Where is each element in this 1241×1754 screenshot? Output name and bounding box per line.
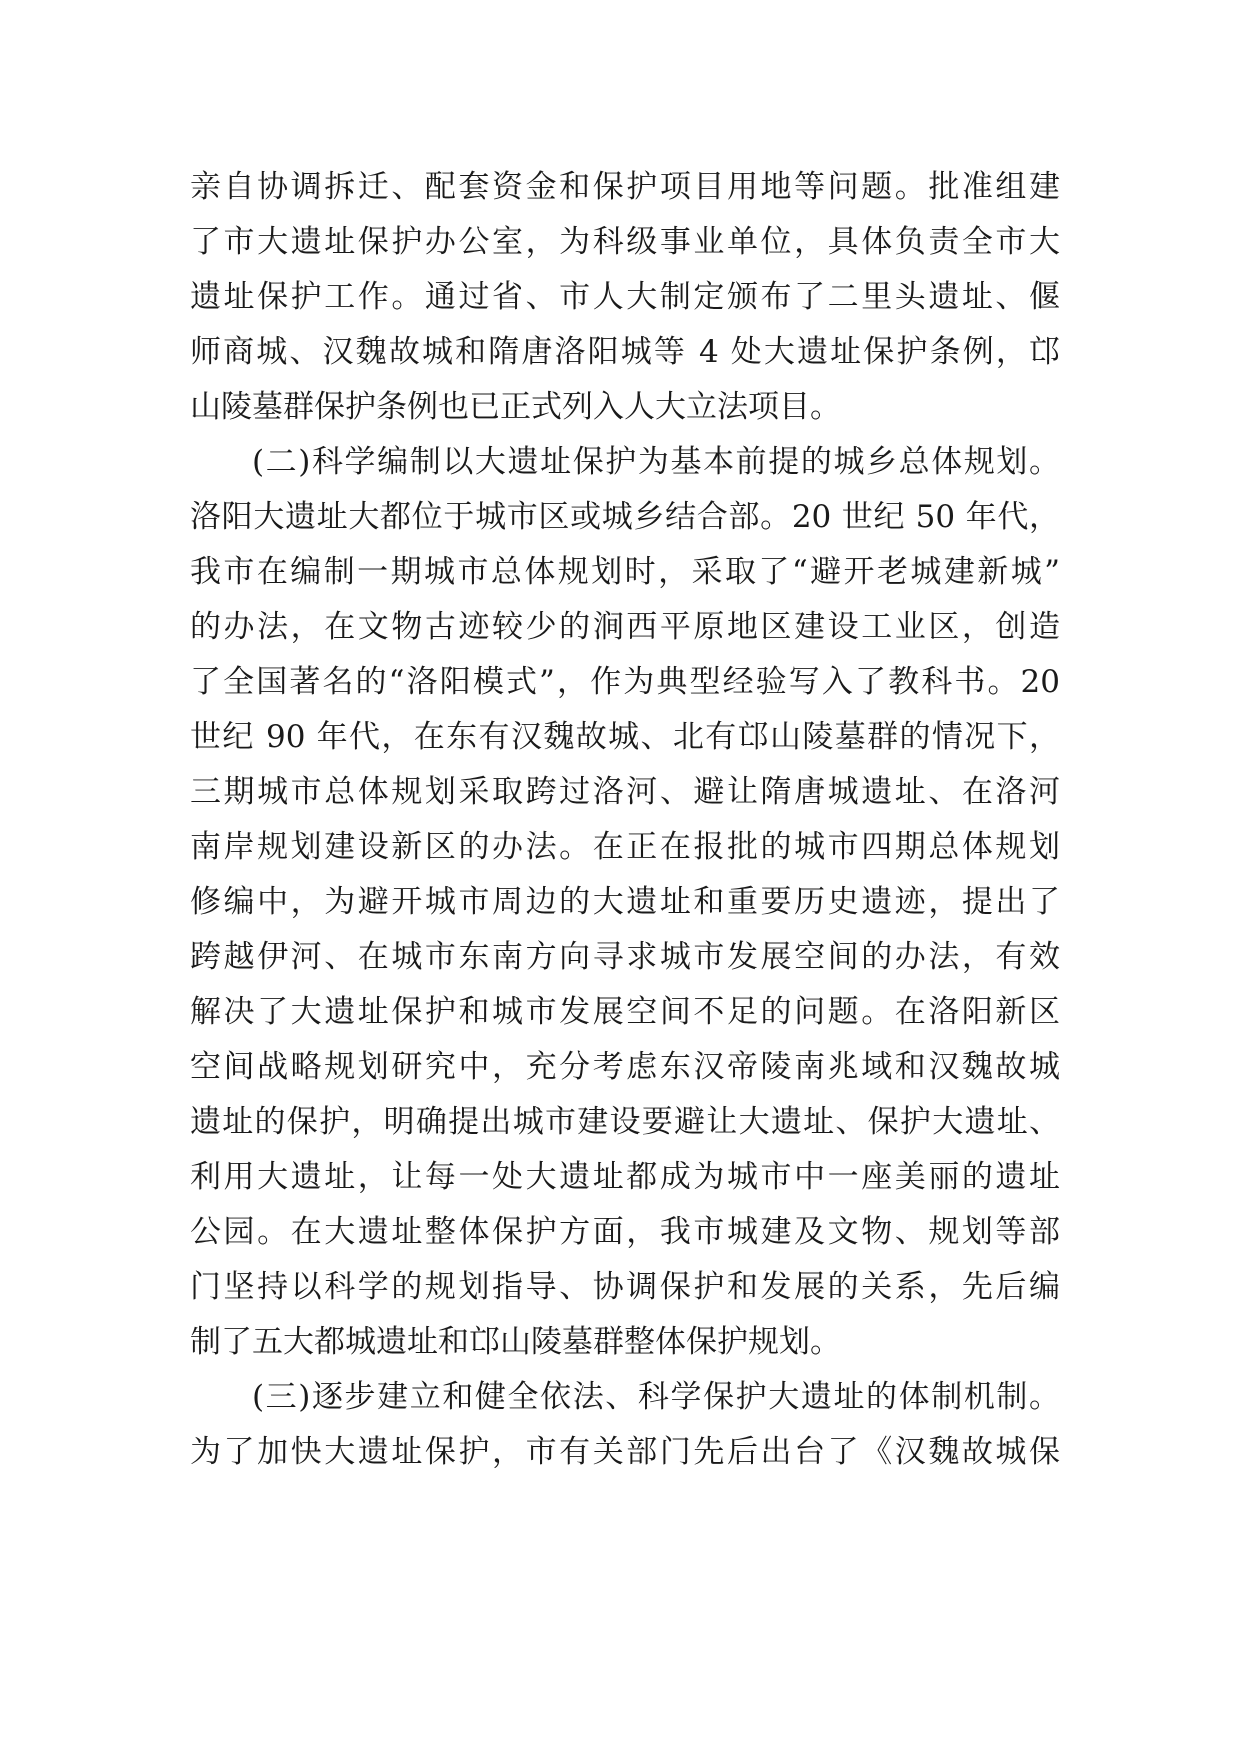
text-line: 门坚持以科学的规划指导、协调保护和发展的关系，先后编 [190, 1269, 1060, 1305]
text-line: 三期城市总体规划采取跨过洛河、避让隋唐城遗址、在洛河 [190, 774, 1060, 810]
text-line: 空间战略规划研究中，充分考虑东汉帝陵南兆域和汉魏故城 [190, 1049, 1060, 1085]
section-heading-line: (三)逐步建立和健全依法、科学保护大遗址的体制机制。 [252, 1379, 1060, 1415]
text-line: 了全国著名的“洛阳模式”，作为典型经验写入了教科书。20 [190, 664, 1060, 700]
text-line: 的办法，在文物古迹较少的涧西平原地区建设工业区，创造 [190, 609, 1060, 645]
text-line: 南岸规划建设新区的办法。在正在报批的城市四期总体规划 [190, 829, 1060, 865]
text-line: 为了加快大遗址保护，市有关部门先后出台了《汉魏故城保 [190, 1434, 1060, 1470]
body-text [190, 160, 1060, 1480]
section-heading-line: (二)科学编制以大遗址保护为基本前提的城乡总体规划。 [252, 444, 1060, 480]
text-line: 制了五大都城遗址和邙山陵墓群整体保护规划。 [190, 1324, 841, 1360]
text-line: 遗址的保护，明确提出城市建设要避让大遗址、保护大遗址、 [190, 1104, 1060, 1140]
text-line: 世纪 90 年代，在东有汉魏故城、北有邙山陵墓群的情况下， [190, 719, 1060, 755]
text-line: 公园。在大遗址整体保护方面，我市城建及文物、规划等部 [190, 1214, 1060, 1250]
text-line: 修编中，为避开城市周边的大遗址和重要历史遗迹，提出了 [190, 884, 1060, 920]
text-line: 跨越伊河、在城市东南方向寻求城市发展空间的办法，有效 [190, 939, 1060, 975]
text-line: 山陵墓群保护条例也已正式列入人大立法项目。 [190, 389, 841, 425]
text-line: 师商城、汉魏故城和隋唐洛阳城等 4 处大遗址保护条例，邙 [190, 334, 1060, 370]
text-line: 洛阳大遗址大都位于城市区或城乡结合部。20 世纪 50 年代， [190, 499, 1060, 535]
text-line: 亲自协调拆迁、配套资金和保护项目用地等问题。批准组建 [190, 169, 1060, 205]
text-line: 利用大遗址，让每一处大遗址都成为城市中一座美丽的遗址 [190, 1159, 1060, 1195]
text-line: 遗址保护工作。通过省、市人大制定颁布了二里头遗址、偃 [190, 279, 1060, 315]
text-line: 了市大遗址保护办公室，为科级事业单位，具体负责全市大 [190, 224, 1060, 260]
text-line: 我市在编制一期城市总体规划时，采取了“避开老城建新城” [190, 554, 1060, 590]
text-line: 解决了大遗址保护和城市发展空间不足的问题。在洛阳新区 [190, 994, 1060, 1030]
